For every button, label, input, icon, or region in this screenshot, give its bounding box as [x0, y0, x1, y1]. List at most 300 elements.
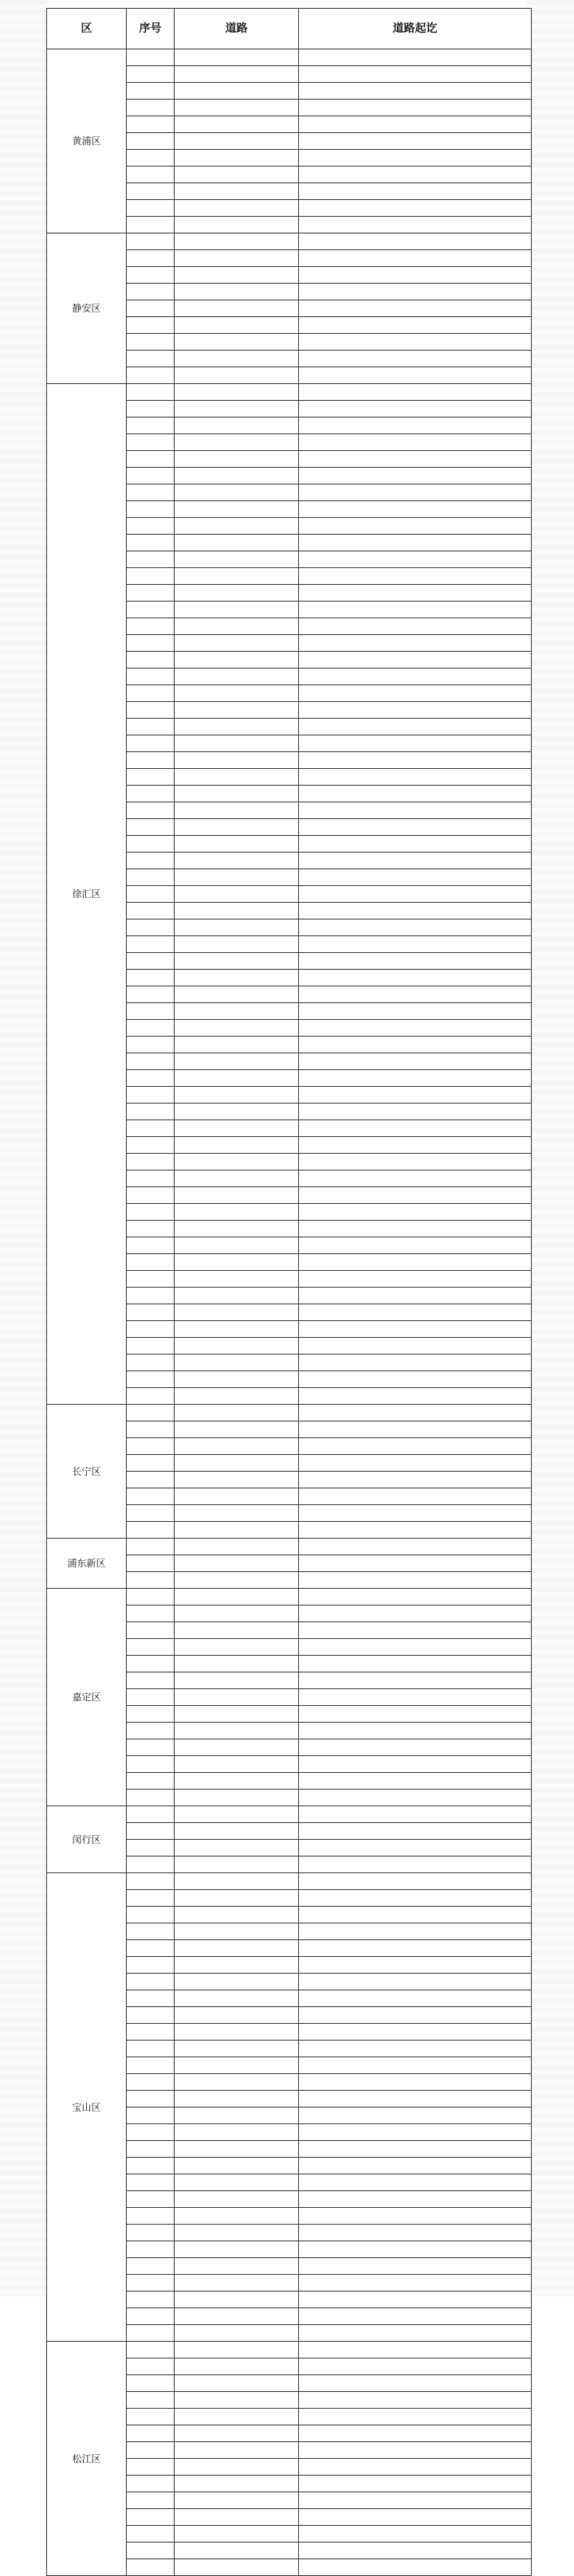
- road-cell: [175, 1087, 299, 1104]
- span-cell: [299, 1923, 532, 1940]
- seq-cell: [127, 585, 175, 602]
- road-cell: [175, 1689, 299, 1706]
- seq-cell: [127, 2191, 175, 2208]
- road-cell: [175, 602, 299, 618]
- header-road: 道路: [175, 9, 299, 49]
- span-cell: [299, 1790, 532, 1806]
- table-row: [47, 384, 532, 401]
- seq-cell: [127, 1857, 175, 1873]
- left-margin-decoration: [0, 0, 48, 2296]
- road-cell: [175, 150, 299, 167]
- seq-cell: [127, 1070, 175, 1087]
- road-cell: [175, 317, 299, 334]
- road-cell: [175, 903, 299, 919]
- road-cell: [175, 1221, 299, 1237]
- road-cell: [175, 351, 299, 367]
- span-cell: [299, 2041, 532, 2057]
- road-cell: [175, 1739, 299, 1756]
- span-cell: [299, 1237, 532, 1254]
- seq-cell: [127, 685, 175, 702]
- road-cell: [175, 1555, 299, 1572]
- road-cell: [175, 1539, 299, 1555]
- road-cell: [175, 618, 299, 635]
- span-cell: [299, 1070, 532, 1087]
- span-cell: [299, 2425, 532, 2442]
- span-cell: [299, 702, 532, 719]
- seq-cell: [127, 1589, 175, 1606]
- road-cell: [175, 1840, 299, 1857]
- road-cell: [175, 685, 299, 702]
- seq-cell: [127, 2225, 175, 2241]
- road-cell: [175, 1890, 299, 1907]
- span-cell: [299, 886, 532, 903]
- road-cell: [175, 401, 299, 418]
- seq-cell: [127, 2057, 175, 2074]
- road-cell: [175, 1421, 299, 1438]
- road-cell: [175, 2308, 299, 2325]
- span-cell: [299, 2275, 532, 2292]
- road-cell: [175, 1304, 299, 1321]
- span-cell: [299, 836, 532, 853]
- road-cell: [175, 2124, 299, 2141]
- seq-cell: [127, 535, 175, 551]
- road-cell: [175, 2275, 299, 2292]
- seq-cell: [127, 936, 175, 953]
- span-cell: [299, 2057, 532, 2074]
- road-cell: [175, 1170, 299, 1187]
- span-cell: [299, 635, 532, 652]
- seq-cell: [127, 2074, 175, 2091]
- span-cell: [299, 2007, 532, 2024]
- seq-cell: [127, 1104, 175, 1120]
- road-cell: [175, 250, 299, 267]
- road-cell: [175, 116, 299, 133]
- seq-cell: [127, 986, 175, 1003]
- span-cell: [299, 2375, 532, 2392]
- road-cell: [175, 1104, 299, 1120]
- seq-cell: [127, 786, 175, 802]
- seq-cell: [127, 1187, 175, 1204]
- span-cell: [299, 2442, 532, 2459]
- road-cell: [175, 1355, 299, 1371]
- road-cell: [175, 1589, 299, 1606]
- span-cell: [299, 735, 532, 752]
- road-cell: [175, 2342, 299, 2358]
- span-cell: [299, 484, 532, 501]
- span-cell: [299, 618, 532, 635]
- district-cell: 长宁区: [47, 1405, 127, 1539]
- span-cell: [299, 1204, 532, 1221]
- seq-cell: [127, 317, 175, 334]
- span-cell: [299, 1606, 532, 1622]
- road-cell: [175, 919, 299, 936]
- road-cell: [175, 83, 299, 100]
- seq-cell: [127, 1756, 175, 1773]
- span-cell: [299, 49, 532, 66]
- span-cell: [299, 451, 532, 468]
- district-cell: 黄浦区: [47, 49, 127, 233]
- road-cell: [175, 2375, 299, 2392]
- road-list-table: [46, 8, 532, 2576]
- seq-cell: [127, 1840, 175, 1857]
- span-cell: [299, 986, 532, 1003]
- span-cell: [299, 100, 532, 116]
- road-cell: [175, 585, 299, 602]
- seq-cell: [127, 1154, 175, 1170]
- table-row: [47, 1873, 532, 1890]
- span-cell: [299, 1756, 532, 1773]
- span-cell: [299, 1890, 532, 1907]
- span-cell: [299, 853, 532, 869]
- span-cell: [299, 401, 532, 418]
- district-cell: 静安区: [47, 233, 127, 384]
- road-cell: [175, 786, 299, 802]
- seq-cell: [127, 1137, 175, 1154]
- road-cell: [175, 167, 299, 183]
- district-cell: 徐汇区: [47, 384, 127, 1405]
- seq-cell: [127, 1170, 175, 1187]
- span-cell: [299, 518, 532, 535]
- span-cell: [299, 1170, 532, 1187]
- seq-cell: [127, 2559, 175, 2576]
- road-cell: [175, 1723, 299, 1739]
- span-cell: [299, 2158, 532, 2174]
- road-cell: [175, 1790, 299, 1806]
- road-cell: [175, 2442, 299, 2459]
- seq-cell: [127, 602, 175, 618]
- road-cell: [175, 1037, 299, 1053]
- road-cell: [175, 1940, 299, 1957]
- span-cell: [299, 351, 532, 367]
- road-cell: [175, 1639, 299, 1656]
- road-cell: [175, 1438, 299, 1455]
- district-cell: 浦东新区: [47, 1539, 127, 1589]
- table-row: [47, 2342, 532, 2358]
- span-cell: [299, 819, 532, 836]
- road-cell: [175, 1672, 299, 1689]
- road-cell: [175, 2225, 299, 2241]
- road-cell: [175, 986, 299, 1003]
- seq-cell: [127, 1288, 175, 1304]
- road-cell: [175, 1204, 299, 1221]
- span-cell: [299, 1104, 532, 1120]
- span-cell: [299, 2358, 532, 2375]
- table-row: [47, 1589, 532, 1606]
- road-cell: [175, 2459, 299, 2476]
- seq-cell: [127, 1204, 175, 1221]
- seq-cell: [127, 1990, 175, 2007]
- road-cell: [175, 1020, 299, 1037]
- seq-cell: [127, 1254, 175, 1271]
- road-cell: [175, 468, 299, 484]
- seq-cell: [127, 418, 175, 434]
- span-cell: [299, 2174, 532, 2191]
- span-cell: [299, 936, 532, 953]
- road-cell: [175, 1907, 299, 1923]
- span-cell: [299, 1355, 532, 1371]
- seq-cell: [127, 970, 175, 986]
- seq-cell: [127, 2543, 175, 2559]
- seq-cell: [127, 1940, 175, 1957]
- seq-cell: [127, 1672, 175, 1689]
- road-cell: [175, 1990, 299, 2007]
- span-cell: [299, 2107, 532, 2124]
- seq-cell: [127, 1221, 175, 1237]
- seq-cell: [127, 167, 175, 183]
- road-cell: [175, 2107, 299, 2124]
- seq-cell: [127, 568, 175, 585]
- span-cell: [299, 1154, 532, 1170]
- seq-cell: [127, 2392, 175, 2409]
- seq-cell: [127, 2208, 175, 2225]
- road-cell: [175, 2425, 299, 2442]
- table-row: [47, 233, 532, 250]
- seq-cell: [127, 1003, 175, 1020]
- span-cell: [299, 384, 532, 401]
- span-cell: [299, 1555, 532, 1572]
- road-cell: [175, 568, 299, 585]
- road-cell: [175, 1572, 299, 1589]
- span-cell: [299, 468, 532, 484]
- road-cell: [175, 836, 299, 853]
- road-cell: [175, 2492, 299, 2509]
- span-cell: [299, 317, 532, 334]
- span-cell: [299, 585, 532, 602]
- seq-cell: [127, 1890, 175, 1907]
- seq-cell: [127, 66, 175, 83]
- seq-cell: [127, 1606, 175, 1622]
- road-cell: [175, 2559, 299, 2576]
- span-cell: [299, 2509, 532, 2526]
- seq-cell: [127, 769, 175, 786]
- span-cell: [299, 116, 532, 133]
- seq-cell: [127, 1639, 175, 1656]
- road-cell: [175, 1254, 299, 1271]
- span-cell: [299, 2225, 532, 2241]
- span-cell: [299, 1020, 532, 1037]
- seq-cell: [127, 200, 175, 217]
- span-cell: [299, 2543, 532, 2559]
- seq-cell: [127, 1304, 175, 1321]
- span-cell: [299, 719, 532, 735]
- span-cell: [299, 1120, 532, 1137]
- span-cell: [299, 1990, 532, 2007]
- road-cell: [175, 1053, 299, 1070]
- header-span: 道路起讫: [299, 9, 532, 49]
- road-cell: [175, 669, 299, 685]
- seq-cell: [127, 183, 175, 200]
- span-cell: [299, 501, 532, 518]
- seq-cell: [127, 384, 175, 401]
- seq-cell: [127, 1388, 175, 1405]
- seq-cell: [127, 719, 175, 735]
- span-cell: [299, 300, 532, 317]
- span-cell: [299, 2308, 532, 2325]
- table-row: [47, 1806, 532, 1823]
- span-cell: [299, 1773, 532, 1790]
- seq-cell: [127, 2375, 175, 2392]
- span-cell: [299, 200, 532, 217]
- span-cell: [299, 2241, 532, 2258]
- span-cell: [299, 1371, 532, 1388]
- road-cell: [175, 501, 299, 518]
- seq-cell: [127, 2526, 175, 2543]
- seq-cell: [127, 2308, 175, 2325]
- road-cell: [175, 2208, 299, 2225]
- seq-cell: [127, 2091, 175, 2107]
- span-cell: [299, 1974, 532, 1990]
- seq-cell: [127, 434, 175, 451]
- span-cell: [299, 1622, 532, 1639]
- seq-cell: [127, 1488, 175, 1505]
- seq-cell: [127, 451, 175, 468]
- seq-cell: [127, 1438, 175, 1455]
- span-cell: [299, 953, 532, 970]
- seq-cell: [127, 2509, 175, 2526]
- span-cell: [299, 1505, 532, 1522]
- seq-cell: [127, 2275, 175, 2292]
- road-cell: [175, 334, 299, 351]
- seq-cell: [127, 1522, 175, 1539]
- seq-cell: [127, 2325, 175, 2342]
- seq-cell: [127, 2409, 175, 2425]
- seq-cell: [127, 1371, 175, 1388]
- span-cell: [299, 250, 532, 267]
- road-cell: [175, 2476, 299, 2492]
- road-cell: [175, 367, 299, 384]
- road-cell: [175, 936, 299, 953]
- road-cell: [175, 2057, 299, 2074]
- seq-cell: [127, 1455, 175, 1472]
- span-cell: [299, 1388, 532, 1405]
- road-cell: [175, 853, 299, 869]
- span-cell: [299, 1689, 532, 1706]
- seq-cell: [127, 367, 175, 384]
- road-cell: [175, 1656, 299, 1672]
- span-cell: [299, 1873, 532, 1890]
- seq-cell: [127, 100, 175, 116]
- seq-cell: [127, 735, 175, 752]
- road-cell: [175, 1773, 299, 1790]
- header-district: 区: [47, 9, 127, 49]
- seq-cell: [127, 300, 175, 317]
- seq-cell: [127, 1355, 175, 1371]
- seq-cell: [127, 953, 175, 970]
- seq-cell: [127, 1974, 175, 1990]
- road-cell: [175, 2041, 299, 2057]
- seq-cell: [127, 2476, 175, 2492]
- span-cell: [299, 551, 532, 568]
- road-cell: [175, 953, 299, 970]
- span-cell: [299, 602, 532, 618]
- span-cell: [299, 1254, 532, 1271]
- span-cell: [299, 150, 532, 167]
- seq-cell: [127, 1572, 175, 1589]
- table-row: [47, 49, 532, 66]
- road-cell: [175, 484, 299, 501]
- road-cell: [175, 1756, 299, 1773]
- span-cell: [299, 1187, 532, 1204]
- road-cell: [175, 518, 299, 535]
- span-cell: [299, 1053, 532, 1070]
- seq-cell: [127, 1053, 175, 1070]
- span-cell: [299, 1405, 532, 1421]
- seq-cell: [127, 501, 175, 518]
- road-cell: [175, 1455, 299, 1472]
- road-cell: [175, 2158, 299, 2174]
- span-cell: [299, 183, 532, 200]
- road-cell: [175, 1957, 299, 1974]
- seq-cell: [127, 1321, 175, 1338]
- road-cell: [175, 284, 299, 300]
- seq-cell: [127, 551, 175, 568]
- header-seq: 序号: [127, 9, 175, 49]
- road-cell: [175, 2526, 299, 2543]
- span-cell: [299, 769, 532, 786]
- road-cell: [175, 719, 299, 735]
- seq-cell: [127, 49, 175, 66]
- span-cell: [299, 970, 532, 986]
- seq-cell: [127, 1656, 175, 1672]
- span-cell: [299, 2191, 532, 2208]
- road-cell: [175, 869, 299, 886]
- seq-cell: [127, 1923, 175, 1940]
- span-cell: [299, 652, 532, 669]
- span-cell: [299, 2258, 532, 2275]
- road-cell: [175, 1321, 299, 1338]
- seq-cell: [127, 351, 175, 367]
- seq-cell: [127, 1873, 175, 1890]
- seq-cell: [127, 869, 175, 886]
- seq-cell: [127, 1405, 175, 1421]
- seq-cell: [127, 2124, 175, 2141]
- road-cell: [175, 233, 299, 250]
- road-cell: [175, 2091, 299, 2107]
- seq-cell: [127, 2141, 175, 2158]
- seq-cell: [127, 518, 175, 535]
- seq-cell: [127, 1472, 175, 1488]
- seq-cell: [127, 2492, 175, 2509]
- span-cell: [299, 1221, 532, 1237]
- seq-cell: [127, 233, 175, 250]
- seq-cell: [127, 819, 175, 836]
- road-cell: [175, 451, 299, 468]
- seq-cell: [127, 150, 175, 167]
- seq-cell: [127, 903, 175, 919]
- road-cell: [175, 384, 299, 401]
- district-cell: 嘉定区: [47, 1589, 127, 1806]
- seq-cell: [127, 802, 175, 819]
- span-cell: [299, 1639, 532, 1656]
- seq-cell: [127, 1806, 175, 1823]
- road-cell: [175, 183, 299, 200]
- span-cell: [299, 1940, 532, 1957]
- seq-cell: [127, 702, 175, 719]
- span-cell: [299, 1806, 532, 1823]
- span-cell: [299, 284, 532, 300]
- road-cell: [175, 2241, 299, 2258]
- span-cell: [299, 1288, 532, 1304]
- road-cell: [175, 1338, 299, 1355]
- seq-cell: [127, 217, 175, 233]
- span-cell: [299, 535, 532, 551]
- seq-cell: [127, 1706, 175, 1723]
- road-cell: [175, 1505, 299, 1522]
- span-cell: [299, 802, 532, 819]
- road-cell: [175, 2392, 299, 2409]
- span-cell: [299, 568, 532, 585]
- span-cell: [299, 685, 532, 702]
